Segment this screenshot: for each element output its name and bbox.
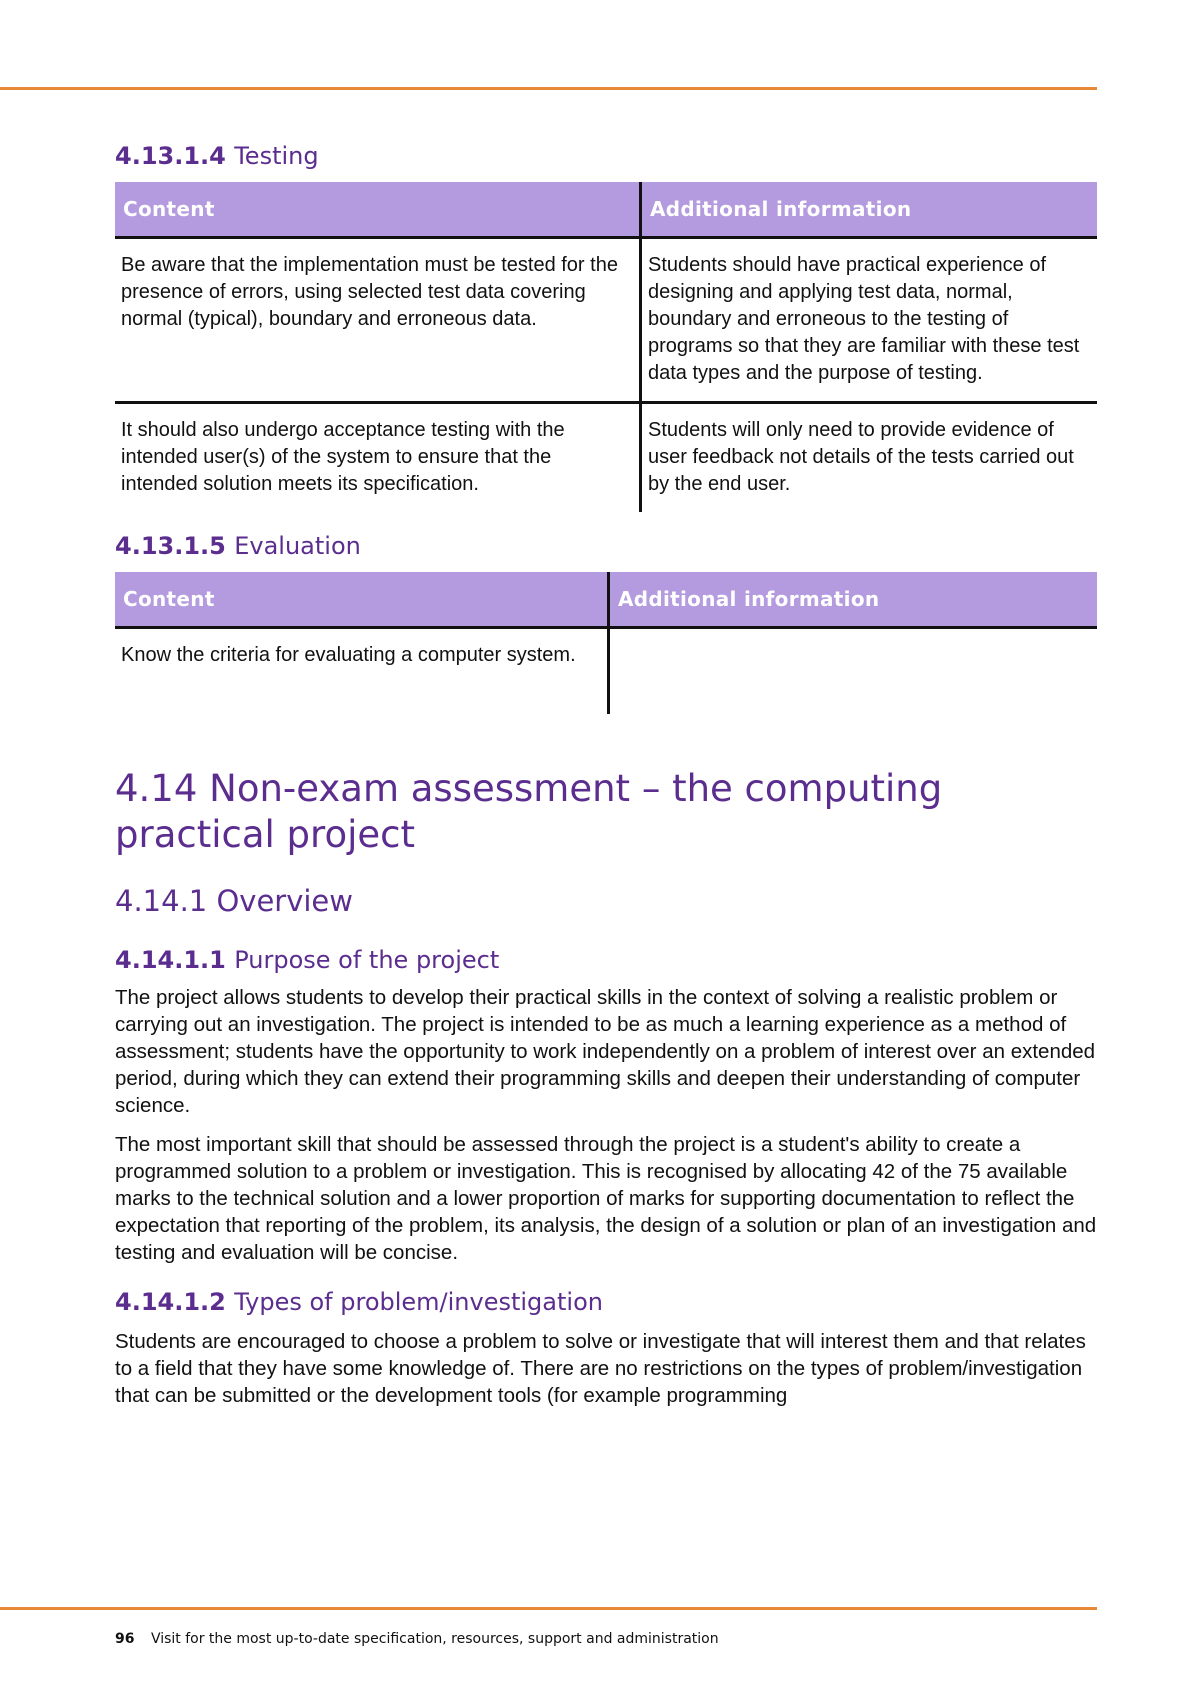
evaluation-table (115, 572, 1097, 714)
section-title: Evaluation (234, 532, 361, 560)
section-title: Purpose of the project (234, 946, 500, 974)
table-header-content: Content (115, 572, 609, 628)
overview-heading: 4.14.1 Overview (115, 884, 353, 918)
section-title: Types of problem/investigation (234, 1288, 603, 1316)
page-content (115, 140, 1097, 1409)
table-cell-additional: Students should have practical experience of designing and applying test data, normal, boundary and erroneous to the testing of programs so that they are familiar with these test data types and the purpose of testing. (641, 238, 1098, 403)
section-number: 4.13.1.5 (115, 532, 226, 560)
section-heading-purpose (115, 944, 1097, 976)
bottom-rule (0, 1607, 1097, 1610)
table-cell-content: Know the criteria for evaluating a computer system. (115, 628, 609, 715)
table-row (115, 238, 1097, 403)
paragraph: Students are encouraged to choose a problem to solve or investigate that will interest them and that relates to a field that they have some knowledge of. There are no restrictions on the types of problem/investigation that can be submitted or the development tools (for example programming (115, 1330, 1086, 1407)
table-row (115, 403, 1097, 513)
table-cell-content: It should also undergo acceptance testing with the intended user(s) of the system to ensure that the intended solution meets its specification. (115, 403, 641, 513)
footer-text: Visit for the most up-to-date specification, resources, support and administration (150, 1631, 719, 1647)
top-rule (0, 87, 1097, 90)
table-row (115, 628, 1097, 715)
table-header-additional: Additional information (609, 572, 1098, 628)
table-cell-content: Be aware that the implementation must be tested for the presence of errors, using selected test data covering normal (typical), boundary and erroneous data. (115, 238, 641, 403)
table-header-row (115, 572, 1097, 628)
page-number: 96 (115, 1631, 135, 1647)
table-header-row (115, 182, 1097, 238)
table-cell-additional: Students will only need to provide evidence of user feedback not details of the tests carried out by the end user. (648, 419, 1074, 495)
section-heading-evaluation (115, 530, 1097, 562)
table-cell-additional (609, 628, 1098, 715)
section-number: 4.13.1.4 (115, 142, 226, 170)
nea-heading: 4.14 Non-exam assessment – the computing practical project (115, 767, 943, 856)
section-number: 4.14.1.2 (115, 1288, 226, 1316)
paragraph: The most important skill that should be assessed through the project is a student's ability to create a programmed solution to a problem or investigation. This is recognised by allocating 42 of the 75 available marks to the technical solution and a lower proportion of marks for supporting documentation to reflect the expectation that reporting of the problem, its analysis, the design of a solution or plan of an investigation and testing and evaluation will be concise. (115, 1133, 1097, 1264)
section-heading-testing (115, 140, 1097, 172)
section-title: Testing (234, 142, 319, 170)
page-footer (115, 1631, 719, 1647)
table-header-content: Content (115, 182, 641, 238)
section-number: 4.14.1.1 (115, 946, 226, 974)
table-header-additional: Additional information (641, 182, 1098, 238)
section-heading-types (115, 1286, 1097, 1318)
testing-table (115, 182, 1097, 512)
paragraph: The project allows students to develop their practical skills in the context of solving a realistic problem or carrying out an investigation. The project is intended to be as much a learning experience as a method of assessment; students have the opportunity to work independently on a problem of interest over an extended period, during which they can extend their programming skills and deepen their understanding of computer science. (115, 986, 1096, 1117)
